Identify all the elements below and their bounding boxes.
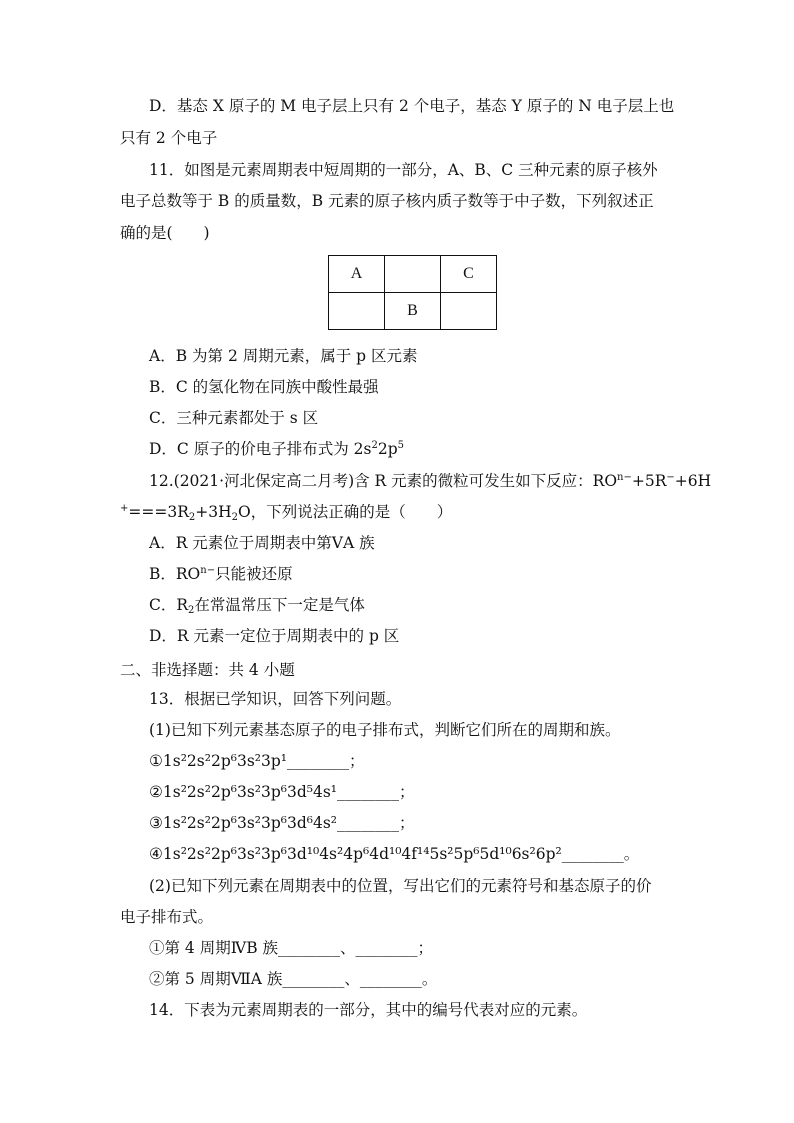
q11-option-c: C．三种元素都处于 s 区: [149, 409, 319, 427]
q13-part2-line2: 电子排布式。: [120, 908, 214, 926]
q11-option-d: D．C 原子的价电子排布式为 $2s^22p^5$: [149, 440, 405, 458]
q10-option-d-line2: 只有 2 个电子: [120, 129, 218, 147]
table-cell: [329, 293, 385, 330]
q11-stem-line2: 电子总数等于 B 的质量数，B 元素的原子核内质子数等于中子数，下列叙述正: [120, 192, 654, 210]
q12-option-b: B．$RO^{n-}$只能被还原: [149, 565, 293, 583]
q11-option-a: A．B 为第 2 周期元素，属于 p 区元素: [149, 347, 418, 365]
q12-option-d: D．R 元素一定位于周期表中的 p 区: [149, 627, 400, 645]
q14-stem: 14．下表为元素周期表的一部分，其中的编号代表对应的元素。: [149, 1001, 588, 1019]
q13-config-2: ②1s²2s²2p⁶3s²3p⁶3d⁵4s¹________；: [149, 783, 415, 801]
q13-position-2: ②第 5 周期ⅦA 族________、________。: [149, 970, 438, 988]
q13-stem: 13．根据已学知识，回答下列问题。: [149, 690, 402, 708]
section-heading: 二、非选择题：共 4 小题: [120, 661, 295, 679]
q12-stem-line2: $^+===3R_2+3H_2O$，下列说法正确的是（ ）: [120, 503, 453, 523]
q12-stem-line1: 12.(2021·河北保定高二月考)含 R 元素的微粒可发生如下反应：$RO^{n-}+5R^-+6H$: [149, 472, 712, 490]
q13-config-3: ③1s²2s²2p⁶3s²3p⁶3d⁶4s²________；: [149, 814, 415, 832]
q13-part1: (1)已知下列元素基态原子的电子排布式，判断它们所在的周期和族。: [149, 721, 621, 739]
table-cell: A: [329, 256, 385, 293]
q11-stem-line3: 确的是( ): [120, 224, 210, 242]
q11-stem-line1: 11．如图是元素周期表中短周期的一部分，A、B、C 三种元素的原子核外: [149, 161, 658, 179]
q12-option-a: A．R 元素位于周期表中第ⅤA 族: [149, 534, 375, 552]
table-cell: [441, 293, 497, 330]
table-cell: C: [441, 256, 497, 293]
periodic-table-fragment: [328, 255, 497, 330]
q13-part2-line1: (2)已知下列元素在周期表中的位置，写出它们的元素符号和基态原子的价: [149, 877, 652, 895]
q13-config-4: ④1s²2s²2p⁶3s²3p⁶3d¹⁰4s²4p⁶4d¹⁰4f¹⁴5s²5p⁶5d¹⁰6s²6p²________。: [149, 845, 640, 863]
q12-option-c: C．$R_2$在常温常压下一定是气体: [149, 596, 365, 616]
table-cell: [385, 256, 441, 293]
q11-option-b: B．C 的氢化物在同族中酸性最强: [149, 378, 379, 396]
q13-config-1: ①1s²2s²2p⁶3s²3p¹________；: [149, 752, 365, 770]
q13-position-1: ①第 4 周期ⅣB 族________、________；: [149, 939, 434, 957]
table-cell: B: [385, 293, 441, 330]
q10-option-d-line1: D．基态 X 原子的 M 电子层上只有 2 个电子，基态 Y 原子的 N 电子层上也: [149, 97, 675, 115]
